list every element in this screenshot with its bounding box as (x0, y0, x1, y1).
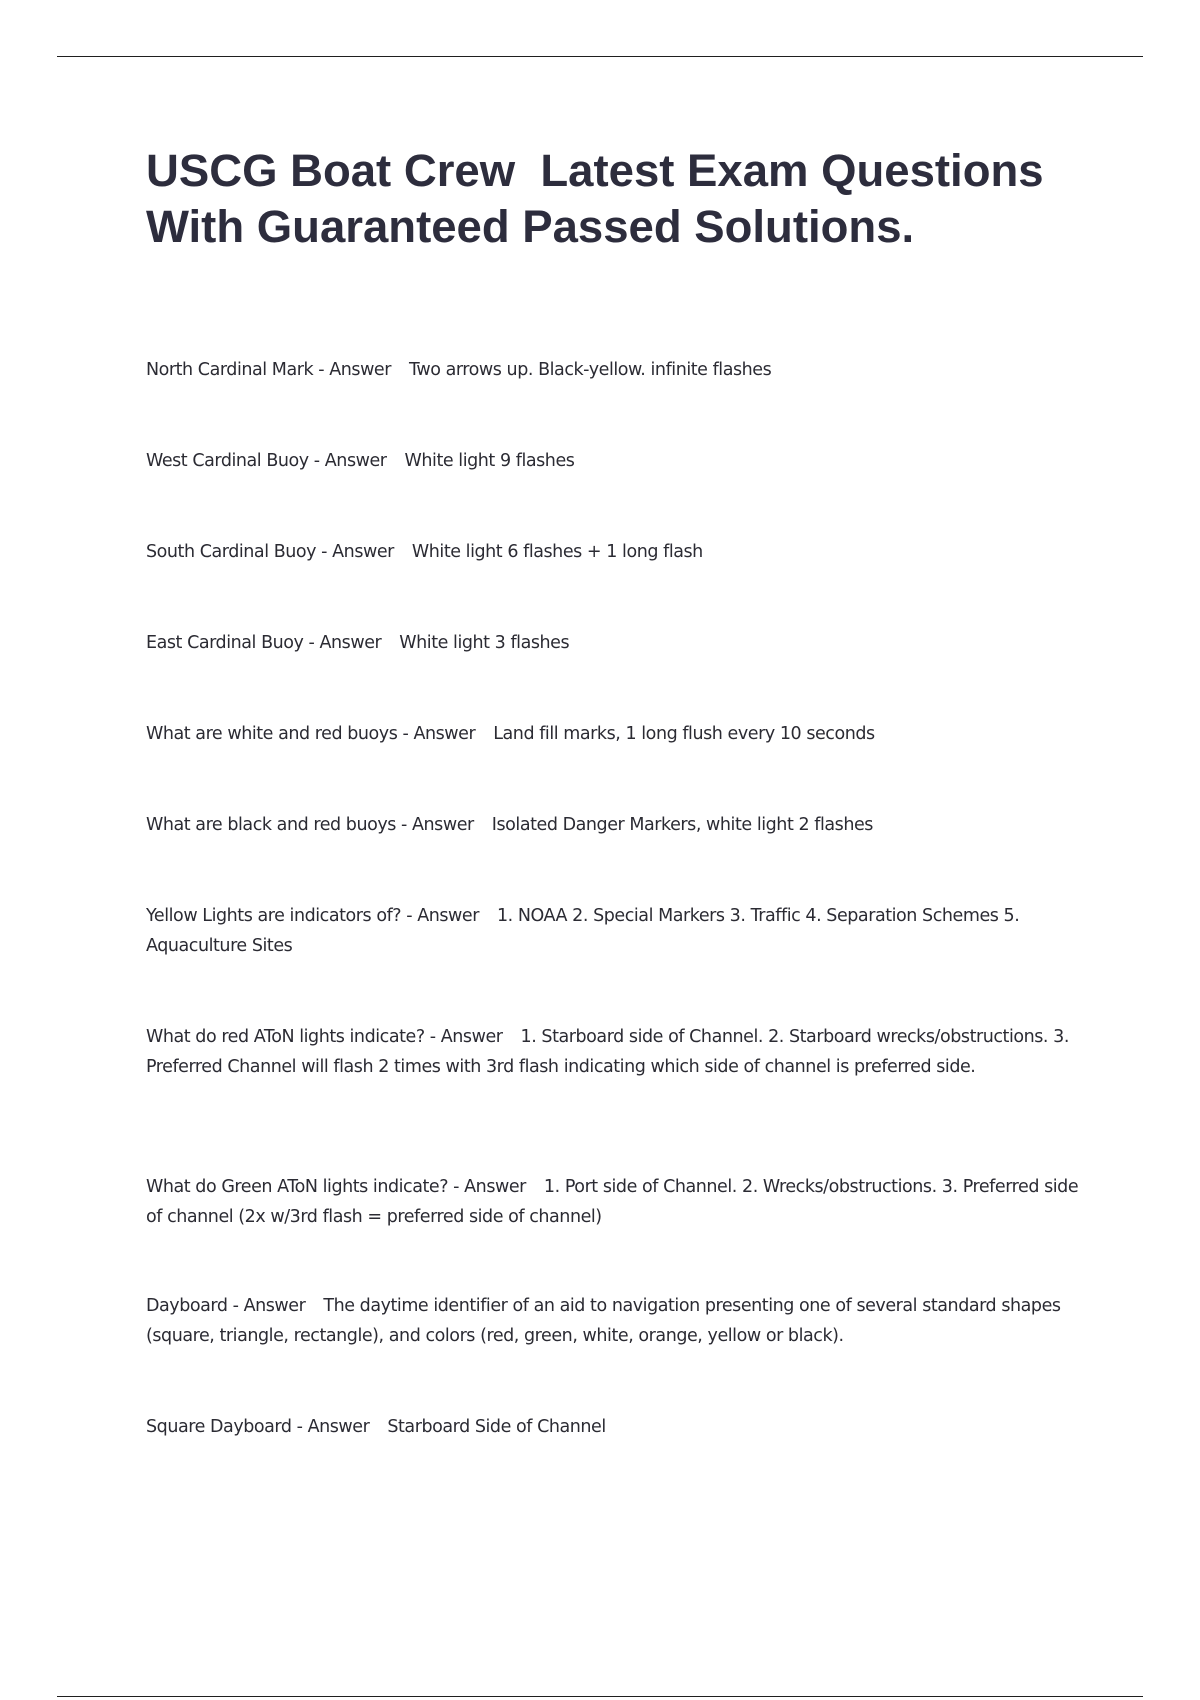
qa-item (146, 1172, 1091, 1232)
qa-item (146, 355, 1091, 385)
answer-text: The daytime identifier of an aid to navigation presenting one of several standard shapes (square, triangle, rectangle), and colors (red, green, white, orange, yellow or black). (146, 1296, 1061, 1346)
question-text: What are black and red buoys - Answer (146, 815, 474, 835)
answer-text: 1. Starboard side of Channel. 2. Starboard wrecks/obstructions. 3. Preferred Channel will flash 2 times with 3rd flash indicating which side of channel is preferred side. (146, 1027, 1069, 1077)
answer-text: White light 9 flashes (404, 451, 575, 471)
answer-text: White light 6 flashes + 1 long flash (411, 542, 703, 562)
question-text: West Cardinal Buoy - Answer (146, 451, 387, 471)
qa-item (146, 901, 1091, 961)
question-text: What are white and red buoys - Answer (146, 724, 476, 744)
question-text: North Cardinal Mark - Answer (146, 360, 391, 380)
qa-item (146, 537, 1091, 567)
answer-text: Land fill marks, 1 long flush every 10 seconds (493, 724, 875, 744)
qa-item (146, 1022, 1091, 1082)
footer-rule (57, 1696, 1143, 1697)
answer-text: 1. Port side of Channel. 2. Wrecks/obstructions. 3. Preferred side of channel (2x w/3rd flash = preferred side of channel) (146, 1177, 1079, 1227)
answer-text: Two arrows up. Black-yellow. infinite flashes (409, 360, 772, 380)
qa-item (146, 1291, 1091, 1351)
question-text: What do red AToN lights indicate? - Answer (146, 1027, 503, 1047)
qa-item (146, 1412, 1091, 1442)
qa-item (146, 810, 1091, 840)
qa-item (146, 719, 1091, 749)
answer-text: White light 3 flashes (399, 633, 570, 653)
answer-text: Starboard Side of Channel (387, 1417, 606, 1437)
question-text: Yellow Lights are indicators of? - Answer (146, 906, 479, 926)
qa-item (146, 446, 1091, 476)
question-text: What do Green AToN lights indicate? - Answer (146, 1177, 526, 1197)
question-text: East Cardinal Buoy - Answer (146, 633, 382, 653)
question-text: South Cardinal Buoy - Answer (146, 542, 394, 562)
header-rule (57, 56, 1143, 57)
answer-text: 1. NOAA 2. Special Markers 3. Traffic 4. Separation Schemes 5. Aquaculture Sites (146, 906, 1020, 956)
question-text: Dayboard - Answer (146, 1296, 306, 1316)
question-text: Square Dayboard - Answer (146, 1417, 370, 1437)
qa-item (146, 628, 1091, 658)
answer-text: Isolated Danger Markers, white light 2 flashes (491, 815, 873, 835)
page-title: USCG Boat Crew Latest Exam Questions With Guaranteed Passed Solutions. (146, 145, 1057, 252)
